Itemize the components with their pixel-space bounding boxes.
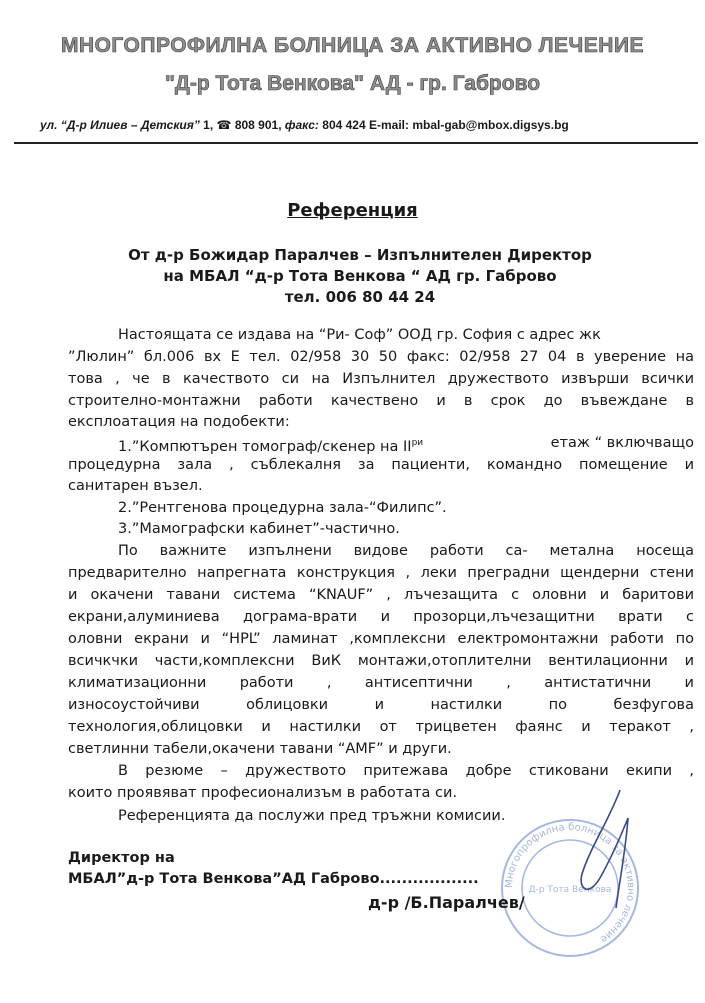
body-line: климатизационни работи , антисептични , антистатични и — [68, 675, 694, 691]
from-line-1: От д-р Божидар Паралчев – Изпълнителен Директор — [128, 246, 592, 264]
body-line: строително-монтажни работи качествено и в срок до въвеждане в — [68, 393, 694, 409]
signature-org: МБАЛ”д-р Тота Венкова”АД Габрово.................. — [68, 871, 479, 887]
body-line: и окачени тавани система “KNAUF” , лъчезащита с оловни и баритови — [68, 587, 694, 603]
header-divider — [14, 142, 698, 144]
stamp-and-signature — [470, 778, 670, 978]
stamp-center-text: Д-р Тота Венкова — [528, 885, 612, 895]
signature-title: Директор на — [68, 850, 175, 866]
body-line: екрани,алуминиева дограма-врати и прозорци,лъчезащитни врати с — [68, 609, 694, 625]
document-title: Референция — [287, 200, 418, 221]
phone-icon: ☎ — [216, 118, 232, 132]
body-line: 3.”Мамографски кабинет”-частично. — [118, 521, 400, 537]
body-line: 2.”Рентгенова процедурна зала-“Филипс”. — [118, 500, 447, 516]
body-line: Референцията да послужи пред тръжни комисии. — [118, 808, 506, 824]
body-line: оловни екрани и “HPL” ламинат ,комплексни електромонтажни работи по — [68, 631, 694, 647]
address-number: 1, — [199, 118, 214, 132]
signature-name: д-р /Б.Паралчев/ — [368, 893, 525, 912]
fax-label: факс: — [284, 118, 319, 132]
email: E-mail: mbal-gab@mbox.digsys.bg — [369, 118, 569, 132]
letterhead-hospital-name: МНОГОПРОФИЛНА БОЛНИЦА ЗА АКТИВНО ЛЕЧЕНИЕ — [60, 34, 645, 57]
item-1-text: 1.”Компютърен томограф/скенер на $II^{ри}$ — [118, 438, 424, 455]
fax-number: 804 424 — [322, 118, 366, 132]
item-1-tail: етаж “ включващо — [550, 435, 694, 451]
phone-number: 808 901, — [234, 118, 282, 132]
body-line: които проявяват професионализъм в работата си. — [68, 785, 458, 801]
body-line: светлинни табели,окачени тавани “AMF” и други. — [68, 741, 452, 757]
body-line: това , че в качеството си на Изпълнител дружеството извърши всички — [68, 371, 694, 387]
body-line: предварително напрегната конструкция , леки преградни щендерни стени — [68, 565, 694, 581]
letterhead-address — [40, 118, 670, 132]
body-line: експлоатация на подобекти: — [68, 414, 290, 430]
body-line: всичкчки части,комплексни ВиК монтажи,отоплителни вентилационни и — [68, 653, 694, 669]
body-line: По важните изпълнени видове работи са- метална носеща — [118, 543, 694, 559]
body-line-item-1 — [118, 432, 694, 454]
body-line: износоустойчиви облицовки и настилки по безфугова — [68, 697, 694, 713]
round-stamp — [502, 820, 638, 956]
body-line: процедурна зала , съблекалня за пациенти, командно помещение и — [68, 457, 694, 473]
letterhead-hospital-subtitle: "Д-р Тота Венкова" АД - гр. Габрово — [164, 72, 541, 95]
from-line-2: на МБАЛ “д-р Тота Венкова “ АД гр. Габрово — [163, 267, 557, 285]
address-street: ул. “Д-р Илиев – Детския” — [40, 118, 200, 132]
body-line: технология,облицовки и настилки от трицветен фаянс и теракот , — [68, 719, 694, 735]
from-phone: тел. 006 80 44 24 — [284, 288, 436, 306]
body-line: ”Люлин” бл.006 вх Е тел. 02/958 30 50 факс: 02/958 27 04 в уверение на — [68, 349, 694, 365]
body-line: В резюме – дружеството притежава добре стиковани екипи , — [118, 763, 694, 779]
superscript: ри — [411, 438, 424, 448]
body-line: Настоящата се издава на “Ри- Соф” ООД гр. София с адрес жк — [118, 327, 601, 343]
body-line: санитарен възел. — [68, 478, 203, 494]
stamp-ring-text: Многопрофилна болница за активно лечение — [503, 821, 637, 945]
